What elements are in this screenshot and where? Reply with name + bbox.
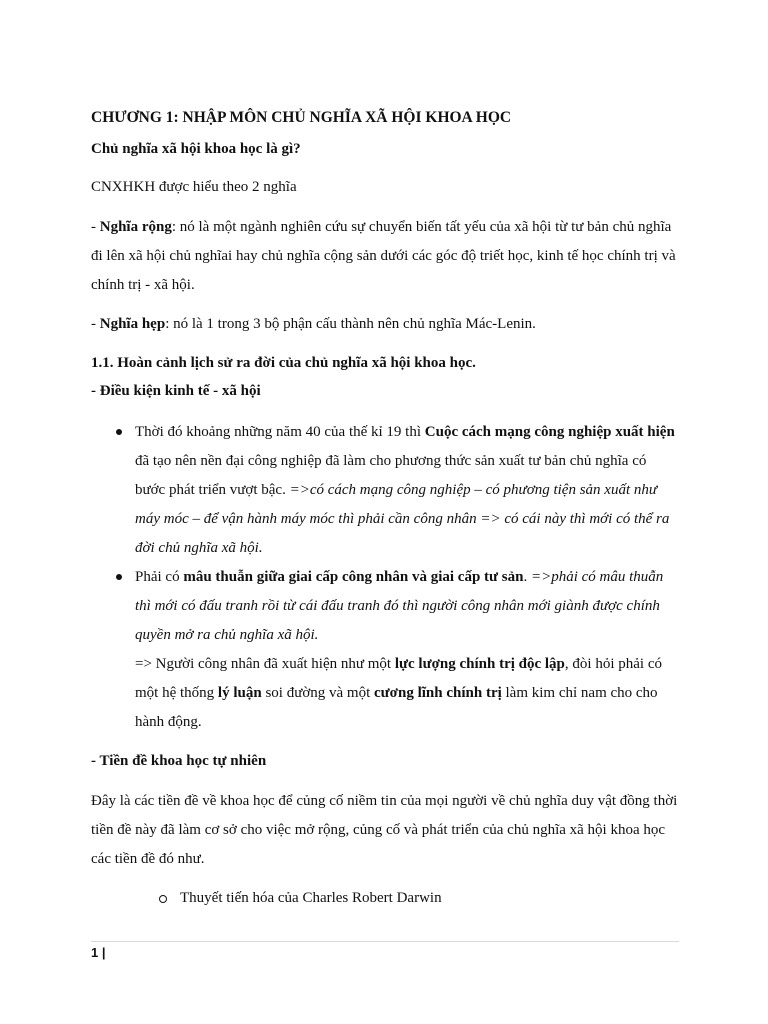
page-number: 1 |	[91, 945, 106, 960]
italic-note: =>phải có mâu thuẫn thì mới có đấu tranh rồi từ cái đấu tranh đó thì người công nhân mới giành được chính quyền mở ra chủ nghĩa xã hội.	[135, 569, 664, 643]
natural-science-paragraph: Đây là các tiền đề về khoa học để củng cố niềm tin của mọi người về chủ nghĩa duy vật đồng thời tiền đề này đã làm cơ sở cho việc mở rộng, củng cố và phát triển của chủ nghĩa xã hội khoa học các tiền đề đó như.	[91, 793, 678, 867]
dash: -	[91, 316, 100, 332]
text: => Người công nhân đã xuất hiện như một	[135, 656, 395, 672]
dash: -	[91, 219, 100, 235]
broad-meaning-paragraph	[91, 213, 681, 300]
text: Phải có	[135, 569, 184, 585]
broad-text: : nó là một ngành nghiên cứu sự chuyển biến tất yếu của xã hội từ tư bản chủ nghĩa đi lên xã hội chủ nghĩai hay chủ nghĩa cộng sản dưới các góc độ triết học, kinh tế học chính trị và chính trị - xã hội.	[91, 219, 676, 293]
narrow-text: : nó là 1 trong 3 bộ phận cấu thành nên chủ nghĩa Mác-Lenin.	[165, 316, 536, 332]
emphasis: lực lượng chính trị độc lập	[394, 656, 565, 672]
emphasis: cương lĩnh chính trị	[374, 685, 502, 701]
definition-intro: CNXHKH được hiểu theo 2 nghĩa	[91, 179, 297, 195]
list-item	[135, 418, 675, 563]
chapter-title: CHƯƠNG 1: NHẬP MÔN CHỦ NGHĨA XÃ HỘI KHOA HỌC	[91, 109, 512, 126]
text: làm kim chỉ nam cho cho hành động.	[135, 685, 658, 730]
text: , đòi hỏi phải có một hệ thống	[135, 656, 662, 701]
question-heading: Chủ nghĩa xã hội khoa học là gì?	[91, 141, 301, 157]
section-heading-1-1: 1.1. Hoàn cảnh lịch sử ra đời của chủ nghĩa xã hội khoa học.	[91, 355, 476, 371]
emphasis: lý luận	[217, 685, 262, 701]
narrow-meaning-paragraph	[91, 310, 681, 339]
bullet-dot-icon	[116, 574, 122, 580]
bullet-dot-icon	[116, 429, 122, 435]
text: soi đường và một	[261, 685, 375, 701]
narrow-term: Nghĩa hẹp	[99, 316, 166, 332]
sub-list-item: Thuyết tiến hóa của Charles Robert Darwin	[180, 890, 442, 906]
emphasis: Cuộc cách mạng công nghiệp xuất hiện	[424, 424, 675, 440]
broad-term: Nghĩa rộng	[99, 219, 172, 235]
text: đã tạo nên nền đại công nghiệp đã làm cho phương thức sản xuất tư bản chủ nghĩa có bước phát triển vượt bậc.	[135, 453, 647, 498]
subsection-heading-natural-science: - Tiền đề khoa học tự nhiên	[91, 753, 267, 769]
subsection-heading-economic: - Điều kiện kinh tế - xã hội	[91, 383, 261, 399]
text: .	[523, 569, 531, 585]
footer-divider	[91, 941, 679, 942]
italic-note: =>có cách mạng công nghiệp – có phương tiện sản xuất như máy móc – để vận hành máy móc thì phải cần công nhân => có cái này thì mới có thể ra đời chủ nghĩa xã hội.	[135, 482, 670, 556]
list-item	[135, 563, 675, 737]
circle-bullet-icon	[159, 895, 167, 903]
bullet-list	[135, 418, 675, 737]
emphasis: mâu thuẫn giữa giai cấp công nhân và giai cấp tư sản	[183, 569, 524, 585]
text: Thời đó khoảng những năm 40 của thế kỉ 19 thì	[135, 424, 425, 440]
